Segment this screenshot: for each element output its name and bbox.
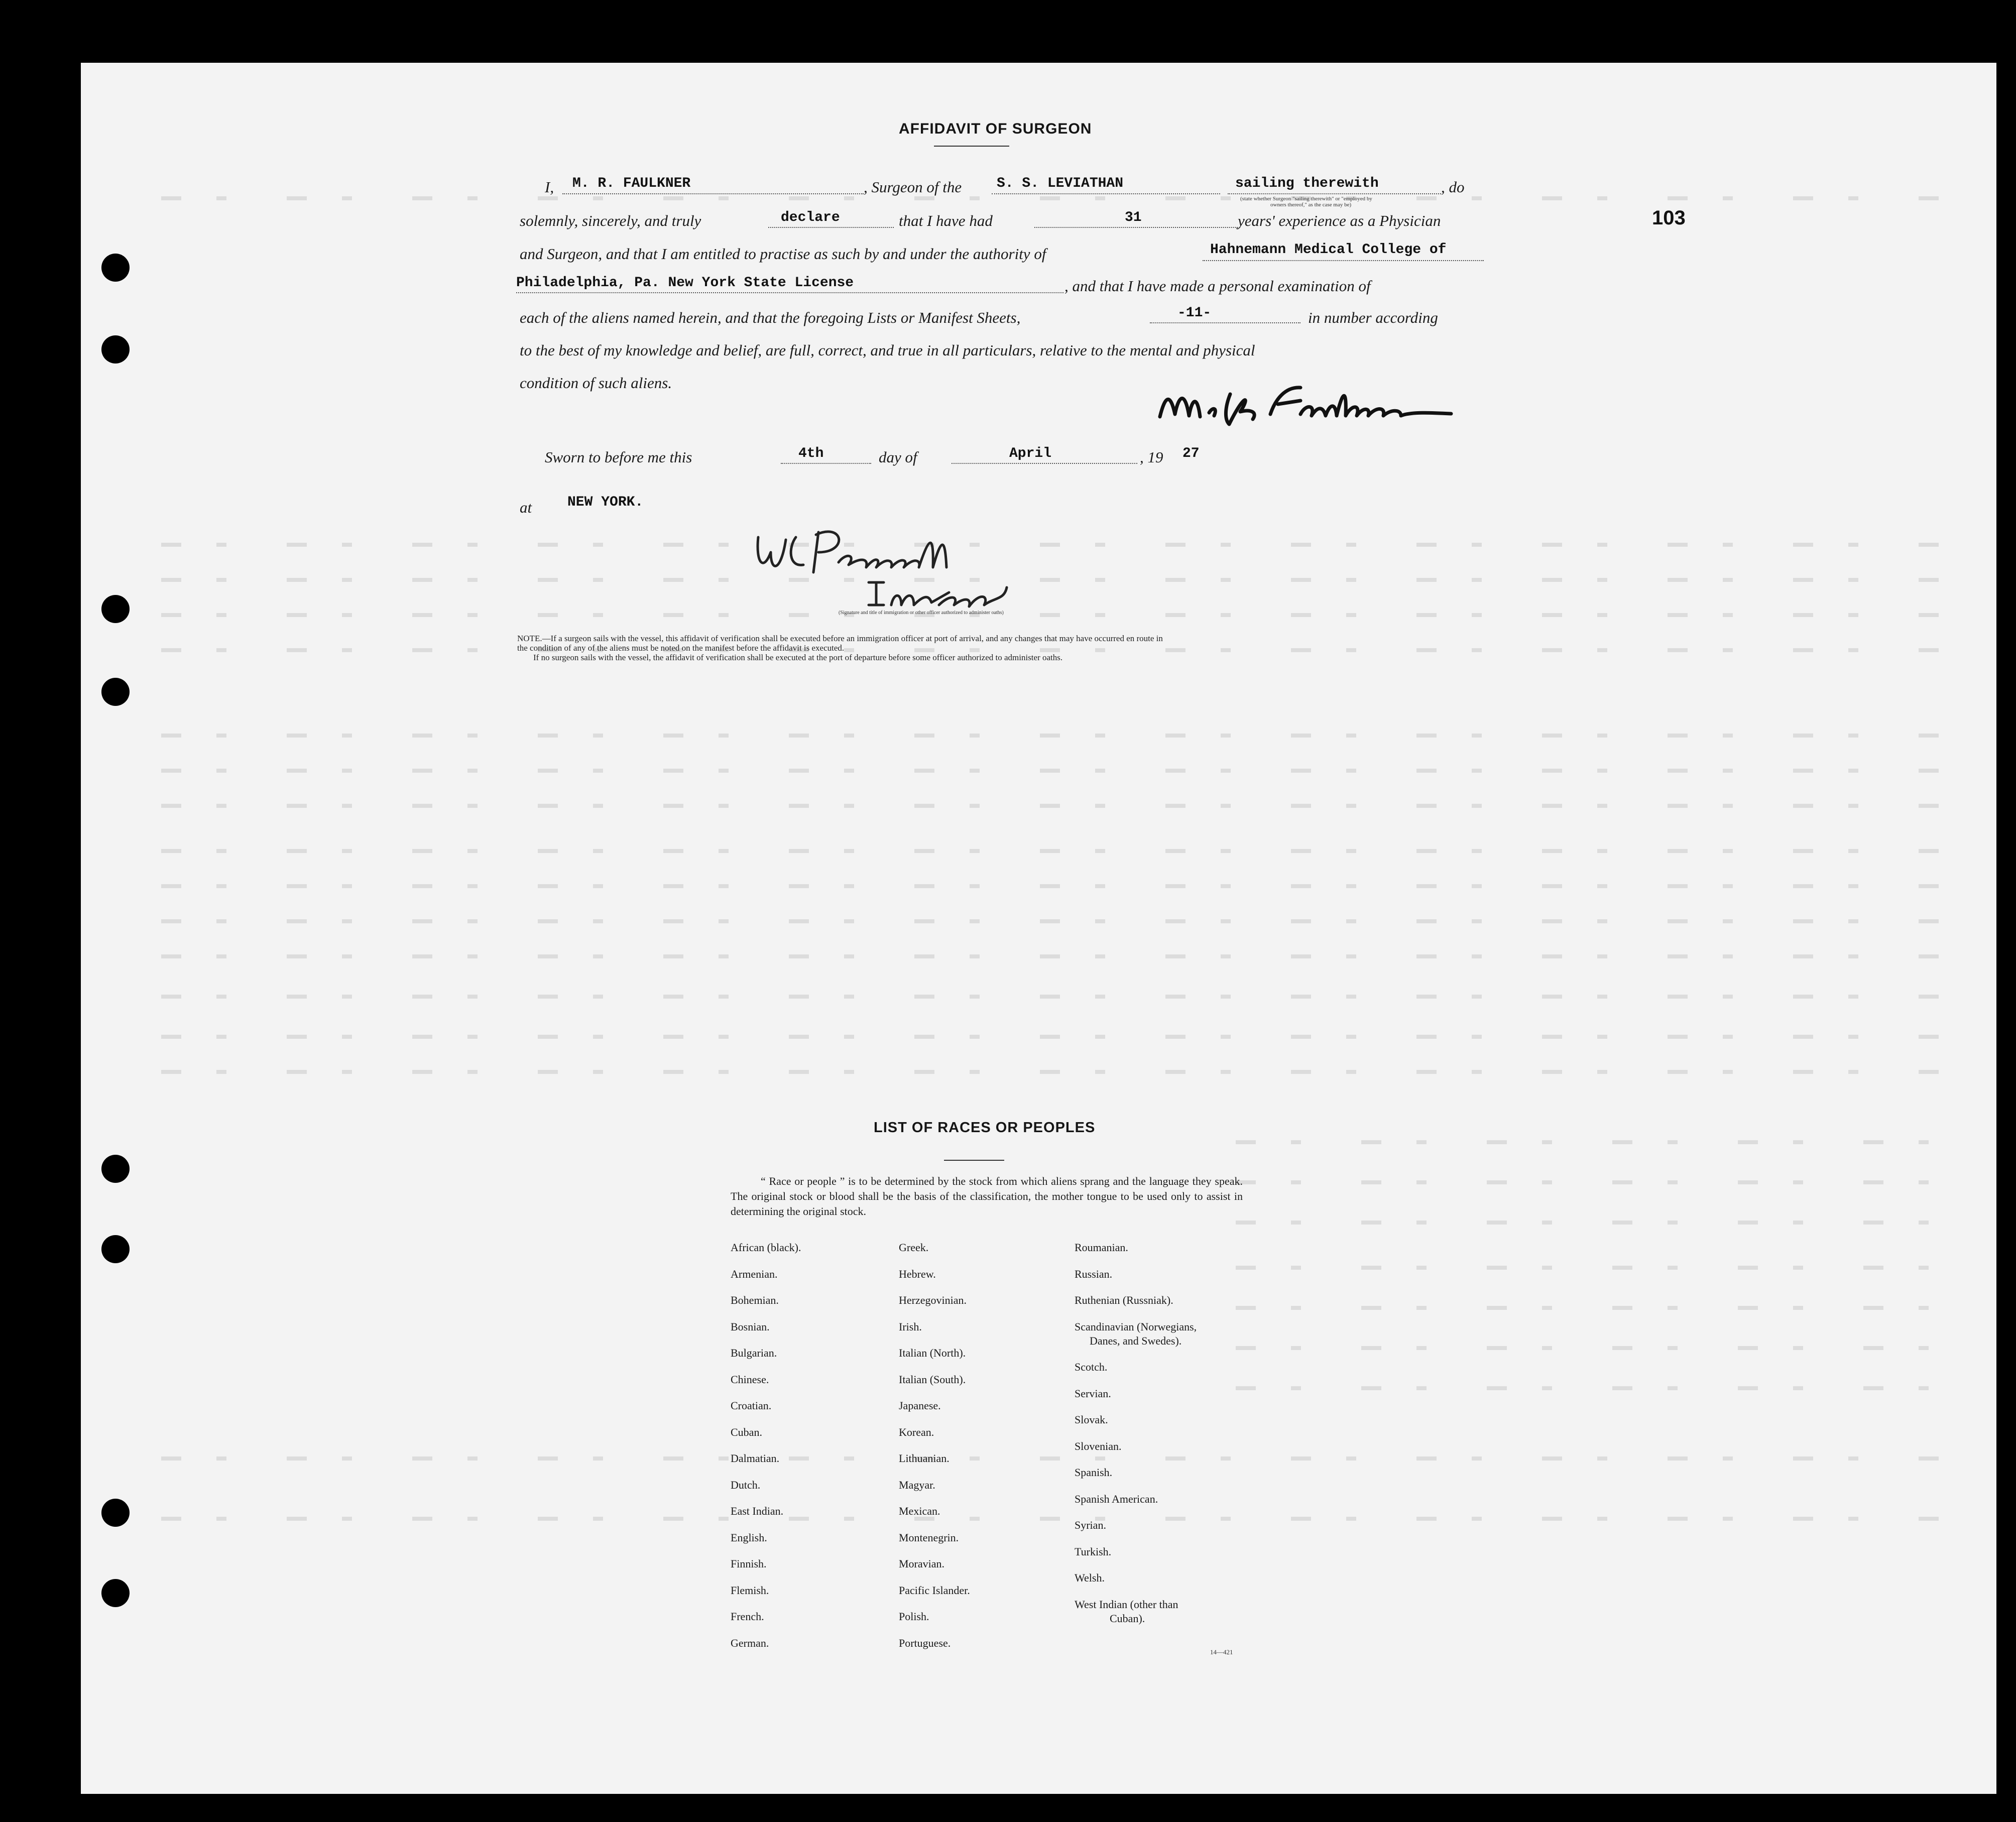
authority-part-2: Philadelphia, Pa. New York State License bbox=[516, 275, 854, 291]
race-item: Dutch. bbox=[731, 1478, 761, 1491]
race-item: Japanese. bbox=[899, 1399, 941, 1412]
sworn-day: 4th bbox=[798, 446, 824, 461]
years-experience-value: 31 bbox=[1125, 210, 1142, 225]
race-item: Dalmatian. bbox=[731, 1452, 780, 1465]
race-item: Italian (North). bbox=[899, 1347, 966, 1359]
race-item: Turkish. bbox=[1075, 1545, 1112, 1558]
manifest-sheet-count: -11- bbox=[1177, 305, 1212, 321]
race-item: Flemish. bbox=[731, 1584, 769, 1597]
surgeon-status-line bbox=[1228, 193, 1441, 194]
race-item: Croatian. bbox=[731, 1399, 772, 1412]
line3-text: and Surgeon, and that I am entitled to practise as such by and under the authority of bbox=[520, 245, 1046, 263]
race-item: Herzegovinian. bbox=[899, 1294, 967, 1306]
line2-that-i-have-had: that I have had bbox=[899, 212, 993, 229]
line2-years-experience: years' experience as a Physician bbox=[1238, 212, 1441, 229]
at-prefix: at bbox=[520, 499, 532, 516]
race-item: Welsh. bbox=[1075, 1571, 1105, 1584]
race-item: Mexican. bbox=[899, 1505, 940, 1517]
race-item: Polish. bbox=[899, 1610, 929, 1623]
races-title: LIST OF RACES OR PEOPLES bbox=[874, 1120, 1096, 1136]
race-item: Italian (South). bbox=[899, 1373, 966, 1386]
sworn-day-line bbox=[781, 463, 871, 464]
race-item: Portuguese. bbox=[899, 1636, 951, 1649]
race-item: Montenegrin. bbox=[899, 1531, 959, 1544]
race-item: Bosnian. bbox=[731, 1320, 770, 1333]
sworn-day-of: day of bbox=[879, 448, 917, 466]
race-item: Scandinavian (Norwegians, bbox=[1075, 1320, 1197, 1333]
officer-signature bbox=[748, 517, 1029, 618]
page-number: 103 bbox=[1652, 207, 1686, 229]
race-item: West Indian (other than bbox=[1075, 1598, 1178, 1611]
sheets-line bbox=[1150, 322, 1300, 323]
line2-solemnly: solemnly, sincerely, and truly bbox=[520, 212, 701, 229]
authority-line-2 bbox=[516, 292, 1063, 293]
race-item: Cuban). bbox=[1110, 1612, 1145, 1625]
race-item: Syrian. bbox=[1075, 1519, 1106, 1531]
line6-text: to the best of my knowledge and belief, are full, correct, and true in all particulars, relative to the mental and physical bbox=[520, 341, 1255, 359]
declare-line bbox=[768, 227, 894, 228]
race-item: Lithuanian. bbox=[899, 1452, 950, 1465]
declare-word: declare bbox=[781, 210, 840, 225]
officer-caption: (Signature and title of immigration or other officer authorized to administer oaths) bbox=[839, 610, 1004, 616]
race-item: Greek. bbox=[899, 1241, 929, 1254]
line5-text: each of the aliens named herein, and that the foregoing Lists or Manifest Sheets, bbox=[520, 309, 1021, 326]
sworn-prefix: Sworn to before me this bbox=[545, 448, 692, 466]
note-line-2: the condition of any of the aliens must be noted on the manifest before the affidavit is executed. bbox=[517, 643, 845, 653]
note-line-3: If no surgeon sails with the vessel, the affidavit of verification shall be executed at the port of departure before some officer authorized to administer oaths. bbox=[533, 653, 1063, 662]
form-code: 14—421 bbox=[1210, 1648, 1233, 1656]
status-note-1: (state whether Surgeon "sailing therewith" or "employed by bbox=[1240, 196, 1372, 202]
race-item: Chinese. bbox=[731, 1373, 769, 1386]
bleed-through-texture bbox=[81, 63, 1996, 1794]
race-item: African (black). bbox=[731, 1241, 801, 1254]
note-line-1: NOTE.—If a surgeon sails with the vessel, this affidavit of verification shall be executed before an immigration officer at port of arrival, and any changes that may have occurred en route in bbox=[517, 634, 1163, 643]
authority-part-1: Hahnemann Medical College of bbox=[1210, 242, 1447, 258]
affidavit-title: AFFIDAVIT OF SURGEON bbox=[899, 120, 1092, 137]
surgeon-name: M. R. FAULKNER bbox=[572, 176, 691, 191]
race-item: Ruthenian (Russniak). bbox=[1075, 1294, 1173, 1306]
race-item: Armenian. bbox=[731, 1267, 778, 1280]
race-item: Spanish. bbox=[1075, 1466, 1113, 1479]
race-item: Roumanian. bbox=[1075, 1241, 1128, 1254]
title-underline bbox=[934, 146, 1009, 147]
race-item: Spanish American. bbox=[1075, 1492, 1158, 1505]
race-item: Danes, and Swedes). bbox=[1090, 1334, 1182, 1347]
race-item: Slovak. bbox=[1075, 1413, 1108, 1426]
surgeon-signature bbox=[1150, 377, 1471, 437]
line1-surgeon-of: , Surgeon of the bbox=[864, 178, 962, 196]
surgeon-name-line bbox=[562, 193, 864, 194]
ship-name: S. S. LEVIATHAN bbox=[997, 176, 1124, 191]
ship-name-line bbox=[992, 193, 1220, 194]
race-item: French. bbox=[731, 1610, 764, 1623]
line5-in-number: in number according bbox=[1308, 309, 1438, 326]
race-item: English. bbox=[731, 1531, 767, 1544]
years-line bbox=[1034, 227, 1240, 228]
at-place: NEW YORK. bbox=[567, 495, 644, 510]
race-item: Moravian. bbox=[899, 1557, 945, 1570]
race-item: Pacific Islander. bbox=[899, 1584, 970, 1597]
line1-prefix: I, bbox=[545, 178, 554, 196]
sworn-month-line bbox=[952, 463, 1137, 464]
status-note-2: owners thereof," as the case may be) bbox=[1270, 202, 1352, 208]
line1-do: , do bbox=[1441, 178, 1465, 196]
sworn-month: April bbox=[1009, 446, 1052, 461]
race-item: Russian. bbox=[1075, 1267, 1113, 1280]
races-intro: “ Race or people ” is to be determined by the stock from which aliens sprang and the language they speak. The original stock or blood shall be the basis of the classification, the mother tongue to be used only to assist in determining the original stock. bbox=[731, 1175, 1243, 1218]
races-title-underline bbox=[944, 1160, 1004, 1161]
race-item: Irish. bbox=[899, 1320, 922, 1333]
race-item: German. bbox=[731, 1636, 769, 1649]
line7-text: condition of such aliens. bbox=[520, 374, 672, 392]
race-item: Slovenian. bbox=[1075, 1439, 1122, 1452]
race-item: Magyar. bbox=[899, 1478, 935, 1491]
race-item: Finnish. bbox=[731, 1557, 767, 1570]
line4-text: , and that I have made a personal examination of bbox=[1064, 277, 1371, 295]
race-item: Scotch. bbox=[1075, 1361, 1108, 1373]
sworn-year-prefix: , 19 bbox=[1140, 448, 1163, 466]
race-item: Cuban. bbox=[731, 1425, 762, 1438]
race-item: East Indian. bbox=[731, 1505, 784, 1517]
race-item: Servian. bbox=[1075, 1387, 1111, 1400]
race-item: Bulgarian. bbox=[731, 1347, 777, 1359]
race-item: Hebrew. bbox=[899, 1267, 936, 1280]
race-item: Bohemian. bbox=[731, 1294, 779, 1306]
surgeon-status: sailing therewith bbox=[1235, 176, 1379, 191]
authority-line-1 bbox=[1203, 260, 1484, 261]
sworn-year-suffix: 27 bbox=[1182, 446, 1200, 461]
race-item: Korean. bbox=[899, 1425, 934, 1438]
